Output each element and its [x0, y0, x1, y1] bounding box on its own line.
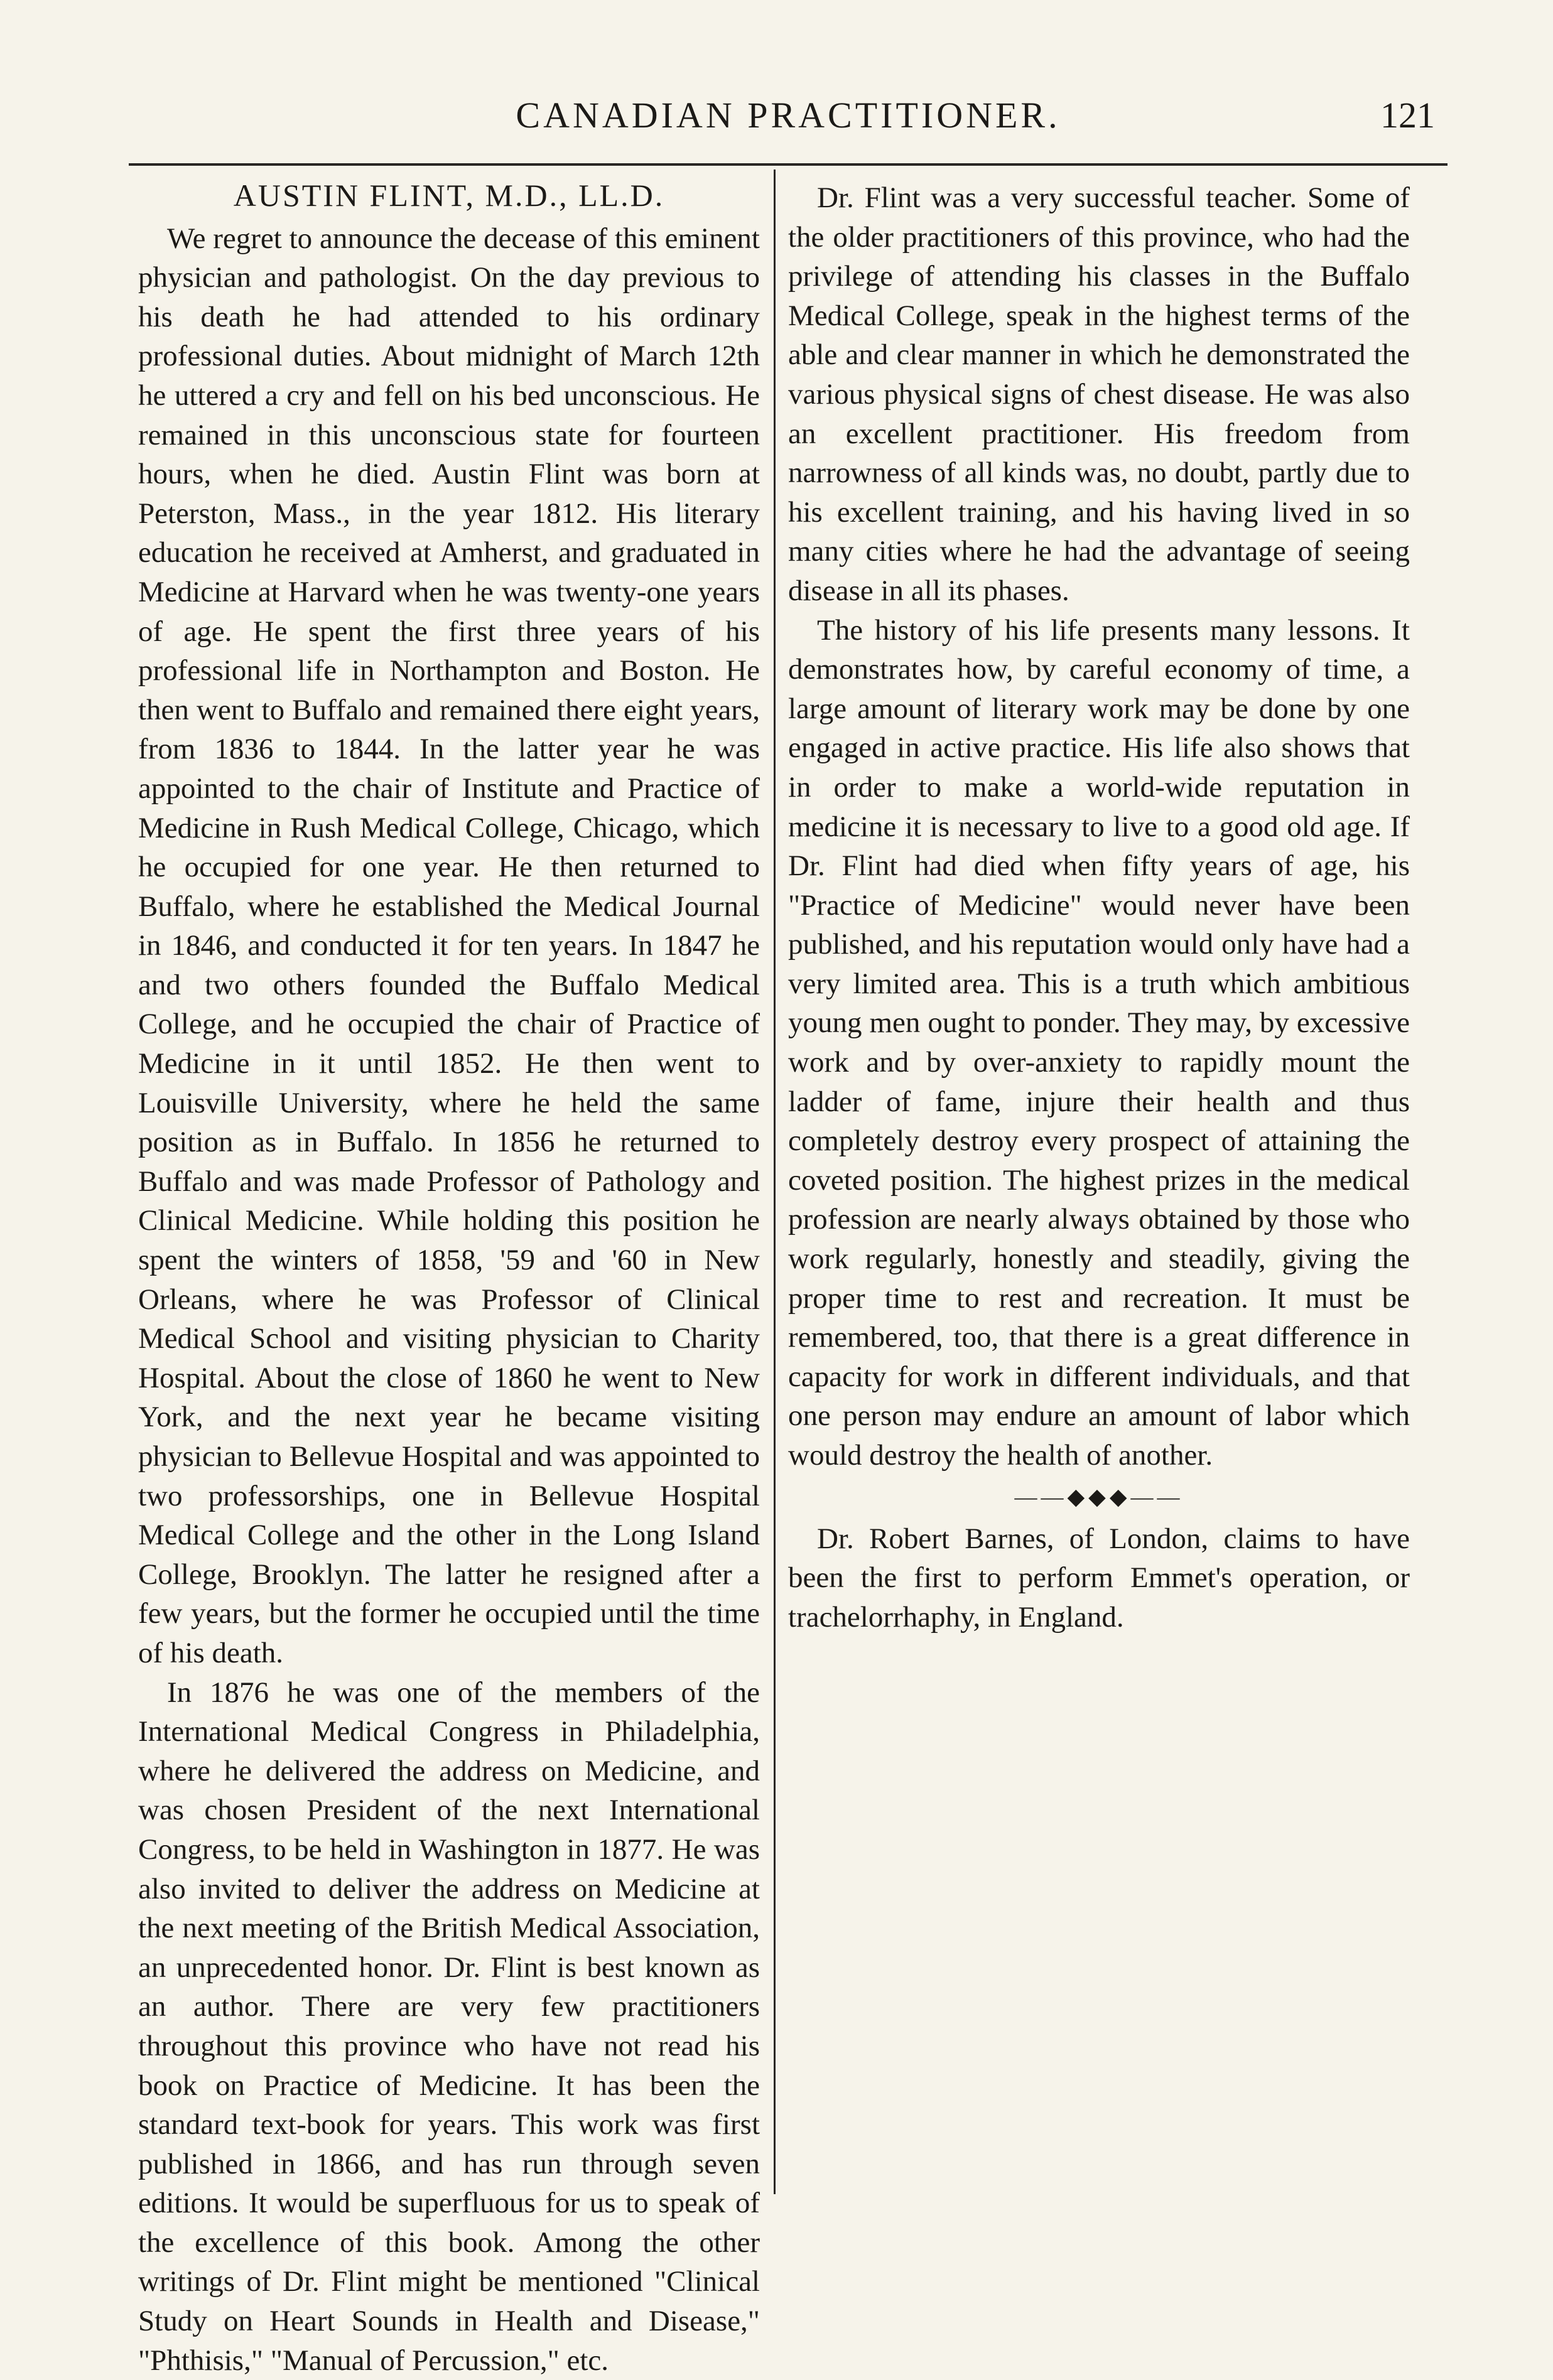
article-title: AUSTIN FLINT, M.D., LL.D.: [233, 178, 665, 213]
article-paragraph-4: The history of his life presents many lessons. It demonstrates how, by careful economy of time, a large amount of literary work may be done by one engaged in active practice. His life also shows that in order to make a world-wide reputation in medicine it is necessary to live to a good old age. If Dr. Flint had died when fifty years of age, his "Practice of Medicine" would never have been published, and his reputation would only have had a very limited area. This is a truth which ambitious young men ought to ponder. They may, by excessive work and by over-anxiety to rapidly mount the ladder of fame, injure their health and thus completely destroy every prospect of attaining the coveted position. The highest prizes in the medical profession are nearly always obtained by those who work regularly, honestly and steadily, giving the proper time to rest and recreation. It must be remembered, too, that there is a great difference in capacity for work in different individuals, and that one person may endure an amount of labor which would destroy the health of another.: [788, 613, 1410, 1472]
section-separator: [788, 1475, 1410, 1519]
separator-ornament-icon: ——◆◆◆——: [1014, 1484, 1184, 1510]
article-paragraph-3: Dr. Flint was a very successful teacher. Some of the older practitioners of this province, who had the privilege of attending his classes in the Buffalo Medical College, speak in the highest terms of the able and clear manner in which he demonstrated the various physical signs of chest disease. He was also an excellent practitioner. His freedom from narrowness of all kinds was, no doubt, partly due to his excellent training, and his having lived in so many cities where he had the advantage of seeing disease in all its phases.: [788, 181, 1410, 607]
running-title: CANADIAN PRACTITIONER.: [516, 95, 1061, 136]
news-note: Dr. Robert Barnes, of London, claims to have been the first to perform Emmet's operation, or trachelorrhaphy, in England.: [788, 1522, 1410, 1634]
page-number: 121: [1380, 95, 1435, 136]
article-paragraph-2: In 1876 he was one of the members of the International Medical Congress in Philadelphia, where he delivered the address on Medicine, and was chosen President of the next International Congress, to be held in Washington in 1877. He was also invited to deliver the address on Medicine at the next meeting of the British Medical Association, an unprecedented honor. Dr. Flint is best known as an author. There are very few practitioners throughout this province who have not read his book on Practice of Medicine. It has been the standard text-book for years. This work was first published in 1866, and has run through seven editions. It would be superfluous for us to speak of the excellence of this book. Among the other writings of Dr. Flint might be mentioned "Clinical Study on Heart Sounds in Health and Disease," "Phthisis," "Manual of Percussion," etc.: [138, 1676, 760, 2377]
header-rule: [129, 163, 1447, 166]
right-column: [788, 176, 1410, 1637]
article-paragraph-1: We regret to announce the decease of this eminent physician and pathologist. On the day previous to his death he had attended to his ordinary professional duties. About midnight of March 12th he uttered a cry and fell on his bed unconscious. He remained in this unconscious state for fourteen hours, when he died. Austin Flint was born at Peterston, Mass., in the year 1812. His literary education he received at Amherst, and graduated in Medicine at Harvard when he was twenty-one years of age. He spent the first three years of his professional life in Northampton and Boston. He then went to Buffalo and remained there eight years, from 1836 to 1844. In the latter year he was appointed to the chair of Institute and Practice of Medicine in Rush Medical College, Chicago, which he occupied for one year. He then returned to Buffalo, where he established the Medical Journal in 1846, and conducted it for ten years. In 1847 he and two others founded the Buffalo Medical College, and he occupied the chair of Practice of Medicine in it until 1852. He then went to Louisville University, where he held the same position as in Buffalo. In 1856 he returned to Buffalo and was made Professor of Pathology and Clinical Medicine. While holding this position he spent the winters of 1858, '59 and '60 in New Orleans, where he was Professor of Clinical Medical School and visiting physician to Charity Hospital. About the close of 1860 he went to New York, and the next year he became visiting physician to Bellevue Hospital and was appointed to two professorships, one in Bellevue Hospital Medical College and the other in the Long Island College, Brooklyn. The latter he resigned after a few years, but the former he occupied until the time of his death.: [138, 222, 760, 1669]
left-column: [138, 176, 760, 2377]
column-divider: [774, 170, 776, 2194]
page-header: [129, 94, 1447, 151]
